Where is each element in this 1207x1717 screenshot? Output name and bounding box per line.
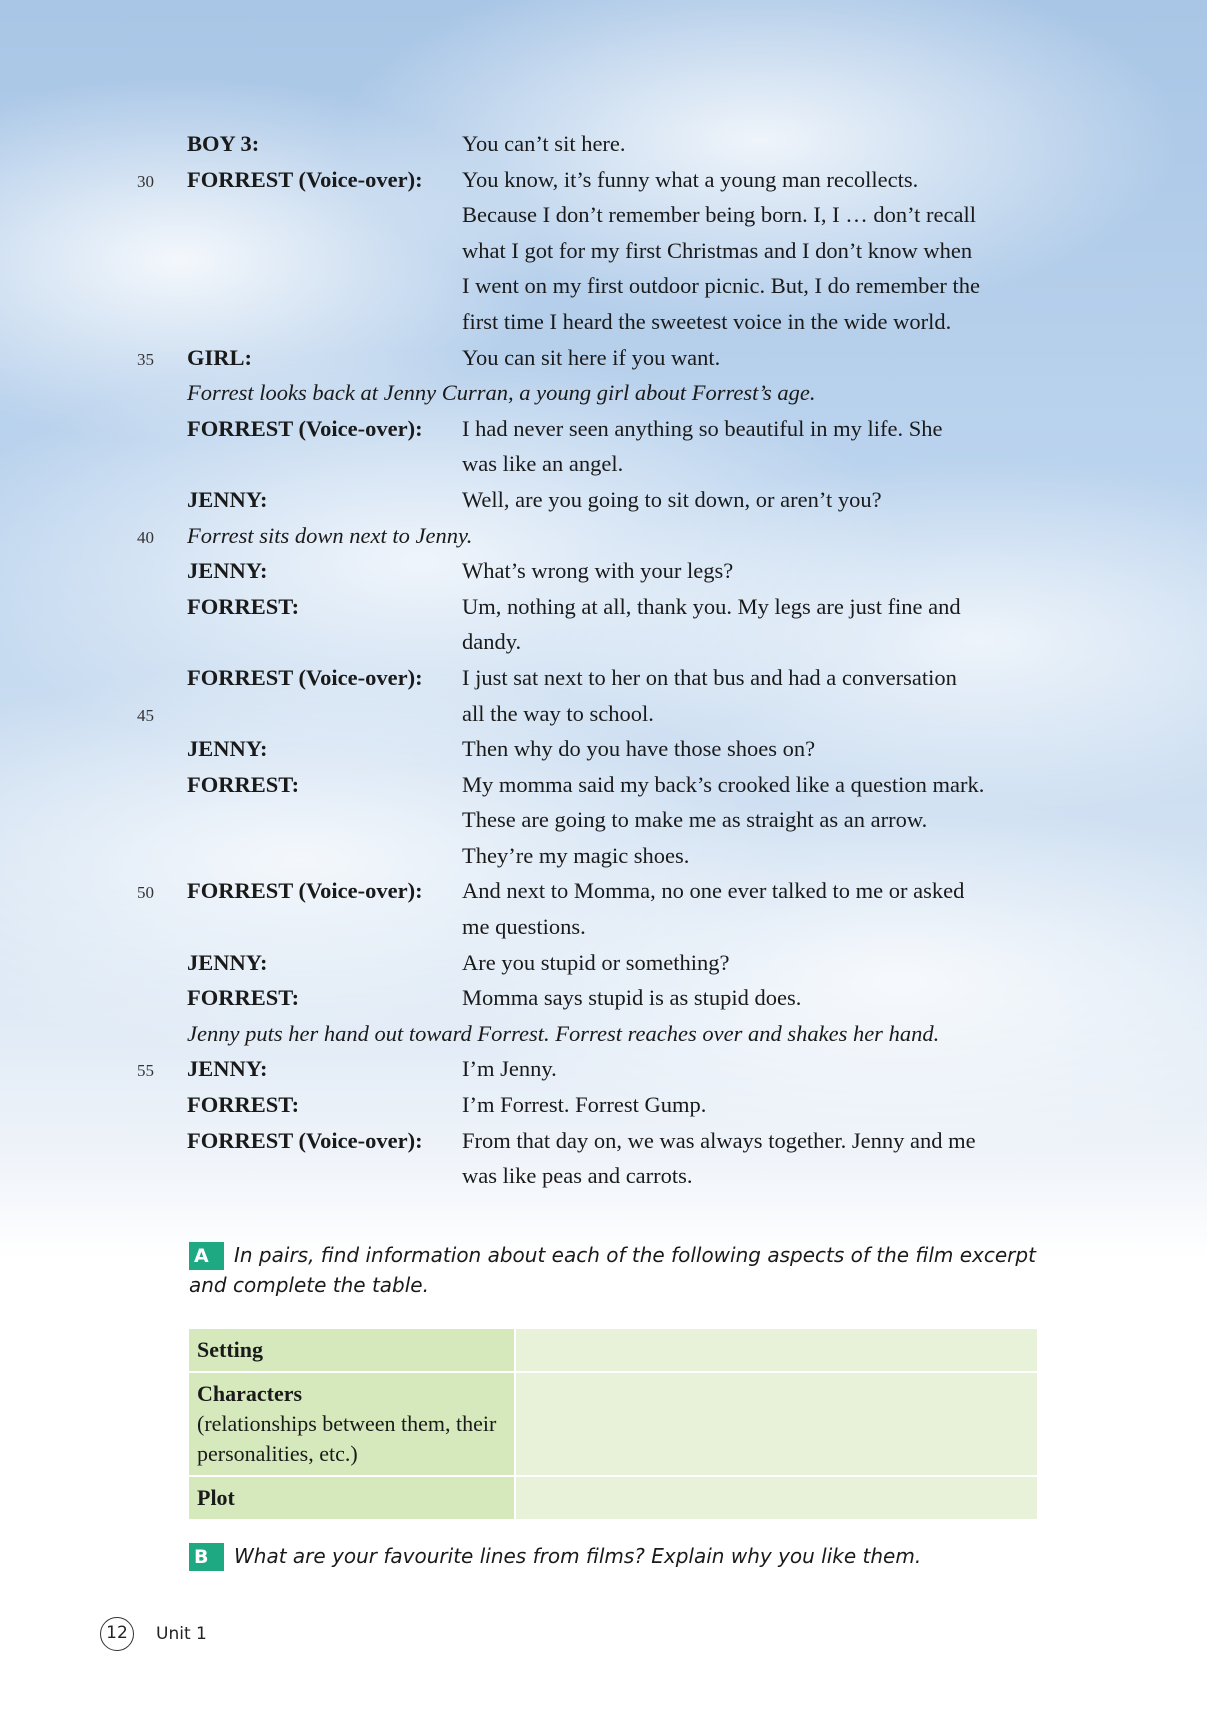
script-line: [0, 197, 1207, 233]
script-line: [0, 696, 1207, 732]
speaker-name: FORREST (Voice-over):: [187, 166, 423, 192]
table-row-plot: [188, 1476, 1038, 1520]
script-line: [0, 446, 1207, 482]
dialogue-text: From that day on, we was always together. Jenny and me: [462, 1127, 976, 1153]
setting-answer-cell[interactable]: [515, 1328, 1038, 1372]
setting-label-cell: [188, 1328, 515, 1372]
dialogue-text: I’m Jenny.: [462, 1056, 557, 1082]
stage-direction: Jenny puts her hand out toward Forrest. Forrest reaches over and shakes her hand.: [187, 1020, 940, 1046]
dialogue-text: what I got for my first Christmas and I don’t know when: [462, 237, 973, 263]
script-line: [0, 945, 1207, 981]
script-line: [0, 1158, 1207, 1194]
exercise-b-instruction: What are your favourite lines from films? Explain why you like them.: [234, 1544, 922, 1568]
script-line: [0, 304, 1207, 340]
exercise-b: [189, 1541, 1049, 1571]
exercise-a-instruction: In pairs, find information about each of the following aspects of the film excerpt and complete the table.: [189, 1243, 1036, 1297]
script-line: [0, 767, 1207, 803]
dialogue-text: me questions.: [462, 914, 586, 940]
characters-answer-cell[interactable]: [515, 1372, 1038, 1476]
speaker-name: GIRL:: [187, 344, 253, 370]
script-line: [0, 660, 1207, 696]
script-line: [0, 340, 1207, 376]
aspects-table: [187, 1327, 1039, 1521]
exercise-a-badge: A: [189, 1242, 224, 1270]
script-line: [0, 589, 1207, 625]
table-row-characters: [188, 1372, 1038, 1476]
dialogue-text: They’re my magic shoes.: [462, 842, 690, 868]
dialogue-text: Momma says stupid is as stupid does.: [462, 985, 802, 1011]
script-line: [0, 126, 1207, 162]
script-line: [0, 909, 1207, 945]
line-number: 55: [137, 1061, 154, 1081]
speaker-name: FORREST:: [187, 771, 300, 797]
speaker-name: FORREST:: [187, 1092, 300, 1118]
table-row-setting: [188, 1328, 1038, 1372]
characters-label-cell: [188, 1372, 515, 1476]
speaker-name: JENNY:: [187, 949, 268, 975]
speaker-name: FORREST (Voice-over):: [187, 878, 423, 904]
line-number: 50: [137, 883, 154, 903]
script-line: [0, 233, 1207, 269]
script-line: [0, 1051, 1207, 1087]
script-line: [0, 268, 1207, 304]
script-line: [0, 375, 1207, 411]
dialogue-text: Are you stupid or something?: [462, 949, 730, 975]
script-line: [0, 553, 1207, 589]
line-number: 35: [137, 349, 154, 369]
speaker-name: FORREST:: [187, 593, 300, 619]
speaker-name: BOY 3:: [187, 131, 260, 156]
dialogue-text: was like an angel.: [462, 451, 624, 477]
plot-answer-cell[interactable]: [515, 1476, 1038, 1520]
dialogue-text: I had never seen anything so beautiful in my life. She: [462, 415, 943, 441]
script-excerpt: [0, 126, 1207, 1194]
dialogue-text: These are going to make me as straight as an arrow.: [462, 807, 928, 833]
script-line: [0, 624, 1207, 660]
dialogue-text: You can’t sit here.: [462, 131, 626, 156]
speaker-name: FORREST (Voice-over):: [187, 1127, 423, 1153]
line-number: 45: [137, 705, 154, 725]
script-line: [0, 838, 1207, 874]
exercise-b-badge: B: [189, 1543, 224, 1571]
script-line: [0, 1016, 1207, 1052]
dialogue-text: And next to Momma, no one ever talked to me or asked: [462, 878, 965, 904]
speaker-name: JENNY:: [187, 558, 268, 584]
dialogue-text: I’m Forrest. Forrest Gump.: [462, 1092, 707, 1118]
dialogue-text: first time I heard the sweetest voice in the wide world.: [462, 308, 952, 334]
page-number: 12: [100, 1617, 134, 1651]
speaker-name: FORREST (Voice-over):: [187, 415, 423, 441]
dialogue-text: Then why do you have those shoes on?: [462, 736, 816, 762]
dialogue-text: all the way to school.: [462, 700, 654, 726]
speaker-name: FORREST (Voice-over):: [187, 664, 423, 690]
speaker-name: FORREST:: [187, 985, 300, 1011]
script-line: [0, 873, 1207, 909]
script-line: [0, 411, 1207, 447]
exercise-a: [189, 1240, 1049, 1300]
script-line: [0, 162, 1207, 198]
dialogue-text: What’s wrong with your legs?: [462, 558, 734, 584]
speaker-name: JENNY:: [187, 486, 268, 512]
dialogue-text: I just sat next to her on that bus and had a conversation: [462, 664, 957, 690]
script-line: [0, 482, 1207, 518]
dialogue-text: You can sit here if you want.: [462, 344, 721, 370]
script-line: [0, 731, 1207, 767]
dialogue-text: was like peas and carrots.: [462, 1163, 693, 1189]
plot-label: Plot: [197, 1485, 235, 1510]
unit-label: Unit 1: [156, 1624, 207, 1644]
speaker-name: JENNY:: [187, 736, 268, 762]
script-line: [0, 802, 1207, 838]
dialogue-text: You know, it’s funny what a young man recollects.: [462, 166, 919, 192]
stage-direction: Forrest looks back at Jenny Curran, a young girl about Forrest’s age.: [187, 380, 816, 406]
stage-direction: Forrest sits down next to Jenny.: [187, 522, 473, 548]
script-line: [0, 1087, 1207, 1123]
line-number: 40: [137, 527, 154, 547]
dialogue-text: I went on my first outdoor picnic. But, I do remember the: [462, 273, 981, 299]
script-line: [0, 980, 1207, 1016]
speaker-name: JENNY:: [187, 1056, 268, 1082]
line-number: 30: [137, 171, 154, 191]
dialogue-text: My momma said my back’s crooked like a question mark.: [462, 771, 985, 797]
dialogue-text: dandy.: [462, 629, 522, 655]
dialogue-text: Because I don’t remember being born. I, I … don’t recall: [462, 202, 976, 228]
dialogue-text: Um, nothing at all, thank you. My legs are just fine and: [462, 593, 961, 619]
script-line: [0, 518, 1207, 554]
script-line: [0, 1123, 1207, 1159]
characters-sublabel: (relationships between them, their personalities, etc.): [197, 1411, 497, 1466]
setting-label: Setting: [197, 1337, 263, 1362]
dialogue-text: Well, are you going to sit down, or aren’t you?: [462, 486, 882, 512]
plot-label-cell: [188, 1476, 515, 1520]
characters-label: Characters: [197, 1381, 303, 1406]
